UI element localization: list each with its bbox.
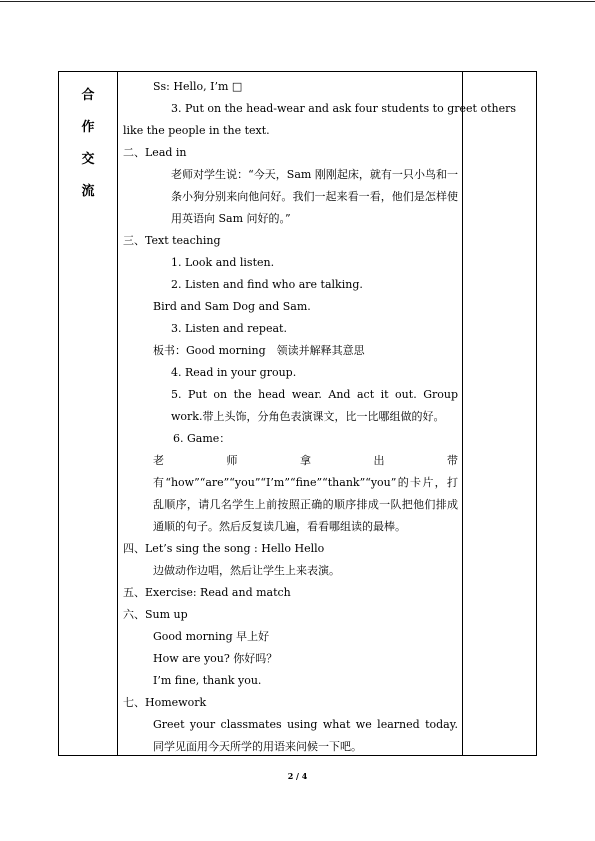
content-line: like the people in the text. xyxy=(123,124,270,137)
content-line: 4. Read in your group. xyxy=(171,366,297,379)
column-divider-left xyxy=(117,72,118,755)
content-line: Good morning 早上好 xyxy=(153,630,270,643)
section-heading-text-teaching: 三、Text teaching xyxy=(123,234,221,247)
content-line: 板书：Good morning 领读并解释其意思 xyxy=(153,344,365,357)
content-line: 3. Listen and repeat. xyxy=(171,322,287,335)
content-paragraph: 5. Put on the head wear. And act it out. Group work.带上头饰，分角色表演课文，比一比哪组做的好。 xyxy=(171,388,458,423)
content-line: Bird and Sam Dog and Sam. xyxy=(153,300,311,313)
content-line: 1. Look and listen. xyxy=(171,256,275,269)
section-heading-homework: 七、Homework xyxy=(123,696,207,709)
content-paragraph: Greet your classmates using what we learned today. 同学见面用今天所学的用语来问候一下吧。 xyxy=(153,718,458,753)
section-title-char: 交 xyxy=(81,152,95,167)
content-line: I’m fine, thank you. xyxy=(153,674,262,687)
section-heading-song: 四、Let’s sing the song : Hello Hello xyxy=(123,542,325,555)
content-paragraph: 老师拿出带有“how”“are”“you”“I’m”“fine”“thank”“you”的卡片，打乱顺序，请几名学生上前按照正确的顺序排成一队把他们排成通顺的句子。然后反复读几遍，看看哪组读的最棒。 xyxy=(153,454,458,533)
content-line: 6. Game： xyxy=(173,432,231,445)
content-line: 边做动作边唱，然后让学生上来表演。 xyxy=(153,564,340,577)
content-line: Ss: Hello, I’m □ xyxy=(153,80,243,93)
content-line: 3. Put on the head-wear and ask four students to greet others xyxy=(171,102,517,115)
lesson-content xyxy=(123,76,517,758)
section-heading-exercise: 五、Exercise: Read and match xyxy=(123,586,291,599)
content-paragraph: 老师对学生说：“今天，Sam 刚刚起床，就有一只小鸟和一条小狗分别来向他问好。我们一起来看一看，他们是怎样使用英语向 Sam 问好的。” xyxy=(171,168,458,225)
content-line: 2. Listen and find who are talking. xyxy=(171,278,363,291)
lesson-table xyxy=(58,71,537,756)
content-line: How are you? 你好吗？ xyxy=(153,652,278,665)
header-rule xyxy=(0,1,595,2)
section-heading-sum-up: 六、Sum up xyxy=(123,608,188,621)
section-heading-lead-in: 二、Lead in xyxy=(123,146,187,159)
section-title-char: 流 xyxy=(81,184,95,199)
section-title-char: 作 xyxy=(81,120,95,135)
section-title-char: 合 xyxy=(81,88,95,103)
section-title xyxy=(59,80,117,208)
column-divider-right xyxy=(462,72,463,755)
page-number: 2 / 4 xyxy=(287,771,308,781)
